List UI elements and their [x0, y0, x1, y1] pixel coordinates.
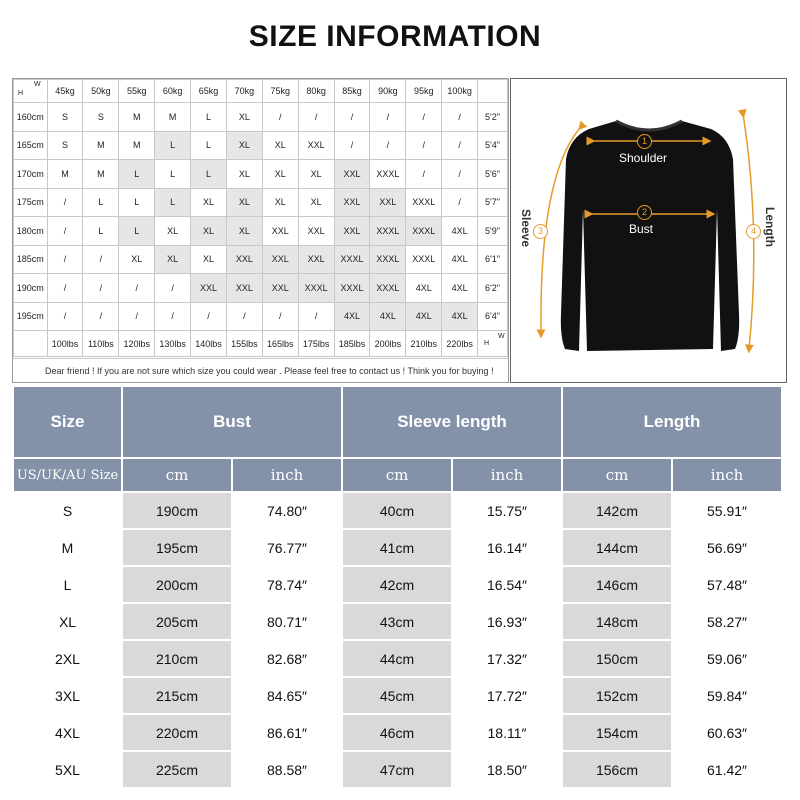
- weight-lbs-header: 185lbs: [334, 331, 370, 357]
- grid-corner: [14, 80, 48, 103]
- measurement-cell-bust-cm: 195cm: [123, 530, 231, 565]
- subheader-bust-inch: inch: [233, 459, 341, 491]
- sweater-measurement-diagram: [510, 78, 787, 383]
- size-cell: L: [191, 160, 227, 189]
- weight-kg-header: 60kg: [155, 80, 191, 103]
- subheader-size-region: US/UK/AU Size: [14, 459, 121, 491]
- height-cm-label: 160cm: [14, 103, 48, 132]
- header-bust: Bust: [123, 387, 341, 457]
- size-cell: XL: [191, 245, 227, 274]
- height-cm-label: 175cm: [14, 188, 48, 217]
- size-cell: XL: [191, 217, 227, 246]
- measurement-cell-len-cm: 148cm: [563, 604, 671, 639]
- height-ft-label: 5'4": [478, 131, 508, 160]
- size-cell: XXL: [226, 274, 262, 303]
- measurement-cell-len-in: 61.42″: [673, 752, 781, 787]
- weight-kg-header: 75kg: [262, 80, 298, 103]
- size-cell: XL: [226, 103, 262, 132]
- size-cell: M: [47, 160, 83, 189]
- weight-kg-header: 70kg: [226, 80, 262, 103]
- measurement-cell-len-cm: 146cm: [563, 567, 671, 602]
- size-cell: L: [155, 188, 191, 217]
- weight-lbs-header: 210lbs: [406, 331, 442, 357]
- weight-kg-header: 95kg: [406, 80, 442, 103]
- size-label: L: [14, 567, 121, 602]
- size-cell: /: [406, 160, 442, 189]
- size-cell: /: [191, 302, 227, 331]
- size-cell: XXXL: [370, 245, 406, 274]
- measurement-cell-sl-cm: 44cm: [343, 641, 451, 676]
- size-cell: 4XL: [442, 245, 478, 274]
- size-cell: L: [119, 217, 155, 246]
- measurement-cell-len-cm: 144cm: [563, 530, 671, 565]
- size-cell: L: [119, 160, 155, 189]
- measurement-cell-bust-cm: 220cm: [123, 715, 231, 750]
- size-cell: XXL: [334, 160, 370, 189]
- measurement-cell-len-in: 57.48″: [673, 567, 781, 602]
- measurement-cell-len-in: 59.06″: [673, 641, 781, 676]
- height-ft-label: 6'2": [478, 274, 508, 303]
- measurement-cell-sl-in: 15.75″: [453, 493, 561, 528]
- subheader-length-cm: cm: [563, 459, 671, 491]
- grid-corner-bottom: [478, 331, 508, 357]
- measurement-cell-len-in: 59.84″: [673, 678, 781, 713]
- measurement-cell-sl-in: 16.93″: [453, 604, 561, 639]
- measurement-cell-len-cm: 152cm: [563, 678, 671, 713]
- size-cell: XXL: [334, 217, 370, 246]
- weight-kg-header: 80kg: [298, 80, 334, 103]
- size-cell: XXXL: [370, 274, 406, 303]
- subheader-bust-cm: cm: [123, 459, 231, 491]
- size-cell: XL: [298, 160, 334, 189]
- subheader-sleeve-inch: inch: [453, 459, 561, 491]
- size-cell: /: [298, 103, 334, 132]
- size-cell: XL: [262, 131, 298, 160]
- subheader-sleeve-cm: cm: [343, 459, 451, 491]
- height-ft-label: 5'7": [478, 188, 508, 217]
- measurement-cell-bust-in: 88.58″: [233, 752, 341, 787]
- measurement-cell-sl-cm: 46cm: [343, 715, 451, 750]
- measurement-cell-len-in: 60.63″: [673, 715, 781, 750]
- page-title: SIZE INFORMATION: [248, 20, 542, 53]
- size-cell: /: [406, 131, 442, 160]
- size-cell: /: [47, 188, 83, 217]
- corner-h: H: [18, 90, 24, 97]
- measurement-cell-sl-in: 16.14″: [453, 530, 561, 565]
- size-cell: XL: [298, 188, 334, 217]
- size-cell: XL: [226, 188, 262, 217]
- size-cell: L: [119, 188, 155, 217]
- measurement-cell-sl-cm: 42cm: [343, 567, 451, 602]
- weight-lbs-header: 100lbs: [47, 331, 83, 357]
- size-cell: XL: [262, 188, 298, 217]
- height-cm-label: 170cm: [14, 160, 48, 189]
- weight-kg-header: 50kg: [83, 80, 119, 103]
- size-cell: /: [370, 131, 406, 160]
- size-cell: XXXL: [370, 160, 406, 189]
- size-cell: L: [83, 217, 119, 246]
- size-cell: XXXL: [406, 188, 442, 217]
- shoulder-label: Shoulder: [619, 151, 668, 165]
- size-cell: /: [83, 245, 119, 274]
- size-guide-grid: [12, 78, 509, 383]
- weight-kg-header: 85kg: [334, 80, 370, 103]
- corner-w: W: [34, 81, 41, 88]
- measurement-cell-bust-cm: 210cm: [123, 641, 231, 676]
- size-cell: /: [47, 217, 83, 246]
- size-cell: L: [83, 188, 119, 217]
- measurement-cell-sl-in: 16.54″: [453, 567, 561, 602]
- size-label: 2XL: [14, 641, 121, 676]
- size-label: 5XL: [14, 752, 121, 787]
- size-cell: XXL: [370, 188, 406, 217]
- weight-kg-header: 90kg: [370, 80, 406, 103]
- weight-lbs-header: 140lbs: [191, 331, 227, 357]
- size-cell: /: [406, 103, 442, 132]
- size-cell: S: [47, 103, 83, 132]
- size-cell: /: [442, 131, 478, 160]
- size-cell: /: [334, 103, 370, 132]
- size-cell: XXL: [334, 188, 370, 217]
- height-weight-table: [13, 79, 508, 357]
- marker-3-icon: 3: [533, 224, 548, 239]
- size-cell: /: [262, 302, 298, 331]
- marker-2-icon: 2: [637, 205, 652, 220]
- size-cell: M: [119, 131, 155, 160]
- size-cell: XXL: [298, 245, 334, 274]
- measurement-cell-bust-cm: 190cm: [123, 493, 231, 528]
- size-cell: XXL: [298, 131, 334, 160]
- weight-lbs-header: 130lbs: [155, 331, 191, 357]
- size-label: M: [14, 530, 121, 565]
- size-cell: XL: [262, 160, 298, 189]
- measurement-cell-sl-cm: 43cm: [343, 604, 451, 639]
- size-cell: L: [155, 131, 191, 160]
- measurement-cell-len-in: 58.27″: [673, 604, 781, 639]
- measurement-cell-sl-cm: 41cm: [343, 530, 451, 565]
- size-cell: M: [119, 103, 155, 132]
- corner-h: H: [484, 340, 490, 347]
- measurement-cell-len-in: 56.69″: [673, 530, 781, 565]
- measurement-cell-sl-cm: 47cm: [343, 752, 451, 787]
- grid-empty-cell: [14, 331, 48, 357]
- measurement-cell-bust-in: 76.77″: [233, 530, 341, 565]
- size-cell: XXL: [262, 245, 298, 274]
- measurement-cell-bust-in: 84.65″: [233, 678, 341, 713]
- length-label: Length: [763, 207, 777, 247]
- size-cell: L: [191, 131, 227, 160]
- size-cell: S: [47, 131, 83, 160]
- size-label: 4XL: [14, 715, 121, 750]
- size-cell: L: [191, 103, 227, 132]
- weight-lbs-header: 220lbs: [442, 331, 478, 357]
- marker-1-icon: 1: [637, 134, 652, 149]
- height-cm-label: 185cm: [14, 245, 48, 274]
- measurement-cell-sl-cm: 40cm: [343, 493, 451, 528]
- size-cell: XL: [191, 188, 227, 217]
- size-label: S: [14, 493, 121, 528]
- size-cell: M: [155, 103, 191, 132]
- size-cell: XXL: [262, 217, 298, 246]
- size-cell: XXXL: [406, 245, 442, 274]
- size-cell: 4XL: [334, 302, 370, 331]
- size-cell: XL: [119, 245, 155, 274]
- weight-lbs-header: 200lbs: [370, 331, 406, 357]
- size-cell: XXL: [298, 217, 334, 246]
- weight-lbs-header: 175lbs: [298, 331, 334, 357]
- height-ft-label: 5'9": [478, 217, 508, 246]
- weight-lbs-header: 165lbs: [262, 331, 298, 357]
- size-cell: 4XL: [442, 274, 478, 303]
- size-cell: /: [119, 302, 155, 331]
- size-cell: XXXL: [406, 217, 442, 246]
- height-cm-label: 190cm: [14, 274, 48, 303]
- size-cell: M: [83, 160, 119, 189]
- bust-label: Bust: [629, 222, 654, 236]
- size-cell: XL: [226, 131, 262, 160]
- grid-empty-cell: [478, 80, 508, 103]
- size-cell: /: [298, 302, 334, 331]
- measurement-cell-bust-cm: 225cm: [123, 752, 231, 787]
- measurement-cell-bust-in: 74.80″: [233, 493, 341, 528]
- subheader-length-inch: inch: [673, 459, 781, 491]
- measurement-cell-sl-cm: 45cm: [343, 678, 451, 713]
- size-cell: XXXL: [298, 274, 334, 303]
- measurement-cell-sl-in: 17.72″: [453, 678, 561, 713]
- size-cell: XL: [226, 160, 262, 189]
- size-cell: XL: [226, 217, 262, 246]
- weight-lbs-header: 120lbs: [119, 331, 155, 357]
- measurement-cell-bust-in: 78.74″: [233, 567, 341, 602]
- size-cell: /: [334, 131, 370, 160]
- height-cm-label: 180cm: [14, 217, 48, 246]
- measurement-cell-sl-in: 18.11″: [453, 715, 561, 750]
- measurement-cell-sl-in: 18.50″: [453, 752, 561, 787]
- header-sleeve-length: Sleeve length: [343, 387, 561, 457]
- weight-kg-header: 55kg: [119, 80, 155, 103]
- height-cm-label: 195cm: [14, 302, 48, 331]
- size-label: 3XL: [14, 678, 121, 713]
- sleeve-label: Sleeve: [519, 209, 533, 248]
- size-cell: S: [83, 103, 119, 132]
- measurement-cell-bust-in: 86.61″: [233, 715, 341, 750]
- measurement-cell-len-cm: 150cm: [563, 641, 671, 676]
- size-cell: /: [442, 188, 478, 217]
- size-cell: 4XL: [406, 274, 442, 303]
- height-ft-label: 5'2": [478, 103, 508, 132]
- measurement-cell-len-cm: 154cm: [563, 715, 671, 750]
- measurement-cell-len-cm: 156cm: [563, 752, 671, 787]
- measurement-cell-sl-in: 17.32″: [453, 641, 561, 676]
- size-cell: XXL: [191, 274, 227, 303]
- size-cell: 4XL: [442, 302, 478, 331]
- header-length: Length: [563, 387, 781, 457]
- size-cell: /: [262, 103, 298, 132]
- size-cell: /: [83, 274, 119, 303]
- size-cell: /: [370, 103, 406, 132]
- weight-lbs-header: 155lbs: [226, 331, 262, 357]
- size-cell: L: [155, 160, 191, 189]
- measurement-table: [12, 385, 783, 789]
- size-cell: /: [47, 302, 83, 331]
- size-cell: XXL: [226, 245, 262, 274]
- measurement-cell-bust-cm: 205cm: [123, 604, 231, 639]
- size-cell: 4XL: [406, 302, 442, 331]
- marker-4-icon: 4: [746, 224, 761, 239]
- measurement-cell-bust-in: 82.68″: [233, 641, 341, 676]
- size-cell: XXXL: [334, 274, 370, 303]
- contact-note: Dear friend ! If you are not sure which size you could wear . Please feel free to contact us ! Think you for buying !: [13, 358, 508, 382]
- height-ft-label: 6'1": [478, 245, 508, 274]
- size-cell: /: [47, 245, 83, 274]
- size-cell: M: [83, 131, 119, 160]
- size-cell: 4XL: [442, 217, 478, 246]
- height-ft-label: 5'6": [478, 160, 508, 189]
- weight-lbs-header: 110lbs: [83, 331, 119, 357]
- header-size: Size: [14, 387, 121, 457]
- size-cell: /: [442, 103, 478, 132]
- weight-kg-header: 100kg: [442, 80, 478, 103]
- size-cell: /: [47, 274, 83, 303]
- corner-w: W: [498, 333, 505, 340]
- size-cell: XL: [155, 245, 191, 274]
- measurement-cell-len-cm: 142cm: [563, 493, 671, 528]
- height-ft-label: 6'4": [478, 302, 508, 331]
- size-cell: XXXL: [334, 245, 370, 274]
- size-cell: /: [83, 302, 119, 331]
- size-label: XL: [14, 604, 121, 639]
- height-cm-label: 165cm: [14, 131, 48, 160]
- measurement-cell-bust-in: 80.71″: [233, 604, 341, 639]
- size-cell: XXXL: [370, 217, 406, 246]
- measurement-cell-len-in: 55.91″: [673, 493, 781, 528]
- size-cell: XXL: [262, 274, 298, 303]
- size-cell: XL: [155, 217, 191, 246]
- weight-kg-header: 45kg: [47, 80, 83, 103]
- size-cell: /: [226, 302, 262, 331]
- measurement-cell-bust-cm: 215cm: [123, 678, 231, 713]
- size-cell: /: [119, 274, 155, 303]
- size-cell: 4XL: [370, 302, 406, 331]
- size-cell: /: [155, 302, 191, 331]
- weight-kg-header: 65kg: [191, 80, 227, 103]
- size-cell: /: [155, 274, 191, 303]
- size-cell: /: [442, 160, 478, 189]
- measurement-cell-bust-cm: 200cm: [123, 567, 231, 602]
